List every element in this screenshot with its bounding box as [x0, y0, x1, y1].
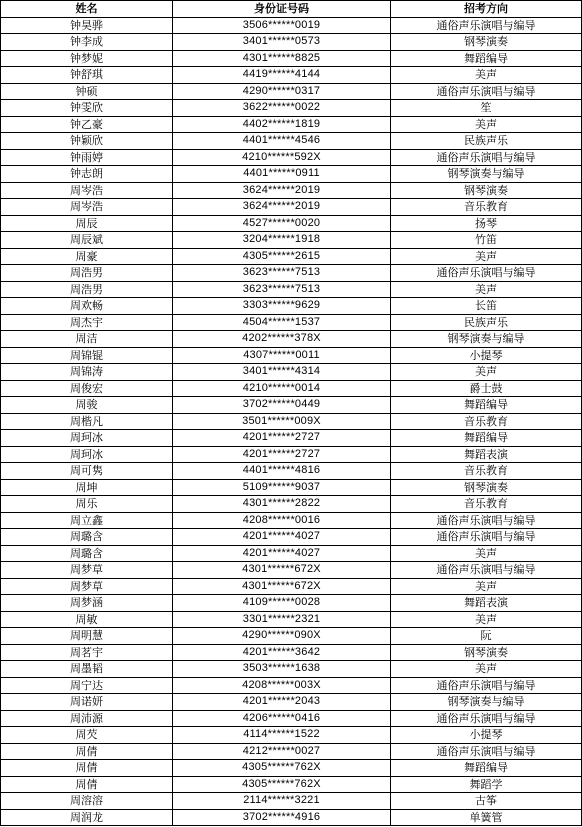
cell-direction: 美声 [391, 116, 582, 133]
cell-name: 钟颖欣 [1, 133, 173, 150]
table-row [1, 611, 582, 628]
cell-name: 周润龙 [1, 809, 173, 826]
cell-id-number: 3204******1918 [173, 232, 391, 249]
cell-id-number: 4301******672X [173, 578, 391, 595]
table-row [1, 215, 582, 232]
cell-name: 周梦草 [1, 562, 173, 579]
cell-name: 周杰宇 [1, 314, 173, 331]
table-row [1, 166, 582, 183]
cell-id-number: 4504******1537 [173, 314, 391, 331]
cell-id-number: 4201******2727 [173, 430, 391, 447]
cell-direction: 通俗声乐演唱与编导 [391, 149, 582, 166]
cell-name: 周敏 [1, 611, 173, 628]
table-row [1, 232, 582, 249]
table-row [1, 743, 582, 760]
table-row [1, 463, 582, 480]
cell-id-number: 4210******0014 [173, 380, 391, 397]
cell-direction: 小提琴 [391, 347, 582, 364]
cell-id-number: 5109******9037 [173, 479, 391, 496]
cell-name: 钟李成 [1, 34, 173, 51]
cell-name: 周洁 [1, 331, 173, 348]
cell-direction: 舞蹈编导 [391, 397, 582, 414]
cell-id-number: 3702******4916 [173, 809, 391, 826]
table-row [1, 331, 582, 348]
table-row [1, 83, 582, 100]
cell-id-number: 4212******0027 [173, 743, 391, 760]
cell-id-number: 3303******9629 [173, 298, 391, 315]
cell-id-number: 4210******592X [173, 149, 391, 166]
cell-name: 周俊宏 [1, 380, 173, 397]
cell-direction: 舞蹈编导 [391, 760, 582, 777]
cell-direction: 通俗声乐演唱与编导 [391, 677, 582, 694]
cell-name: 周沛源 [1, 710, 173, 727]
table-row [1, 710, 582, 727]
cell-name: 钟昊骅 [1, 17, 173, 34]
cell-id-number: 2114******3221 [173, 793, 391, 810]
cell-name: 周豪 [1, 248, 173, 265]
table-row [1, 776, 582, 793]
cell-name: 周溶溶 [1, 793, 173, 810]
cell-id-number: 3624******2019 [173, 182, 391, 199]
cell-direction: 美声 [391, 578, 582, 595]
cell-id-number: 3622******0022 [173, 100, 391, 117]
cell-id-number: 3623******7513 [173, 281, 391, 298]
cell-direction: 钢琴演奏与编导 [391, 331, 582, 348]
header-id-number: 身份证号码 [173, 1, 391, 18]
table-row [1, 644, 582, 661]
cell-name: 周墨韬 [1, 661, 173, 678]
table-row [1, 661, 582, 678]
cell-direction: 美声 [391, 248, 582, 265]
cell-name: 周珂冰 [1, 446, 173, 463]
cell-id-number: 4109******0028 [173, 595, 391, 612]
cell-direction: 通俗声乐演唱与编导 [391, 529, 582, 546]
cell-direction: 美声 [391, 364, 582, 381]
cell-direction: 钢琴演奏 [391, 34, 582, 51]
table-header-row [1, 1, 582, 18]
cell-name: 周芡 [1, 727, 173, 744]
cell-id-number: 4305******2615 [173, 248, 391, 265]
cell-direction: 钢琴演奏与编导 [391, 694, 582, 711]
table-row [1, 496, 582, 513]
cell-direction: 通俗声乐演唱与编导 [391, 265, 582, 282]
cell-name: 周倩 [1, 743, 173, 760]
cell-id-number: 3401******0573 [173, 34, 391, 51]
cell-direction: 美声 [391, 545, 582, 562]
cell-name: 周岑浩 [1, 199, 173, 216]
table-row [1, 248, 582, 265]
table-row [1, 281, 582, 298]
table-row [1, 578, 582, 595]
cell-direction: 古筝 [391, 793, 582, 810]
cell-name: 周宁达 [1, 677, 173, 694]
cell-direction: 钢琴演奏 [391, 182, 582, 199]
table-row [1, 50, 582, 67]
cell-id-number: 3401******4314 [173, 364, 391, 381]
cell-name: 周可隽 [1, 463, 173, 480]
cell-id-number: 3624******2019 [173, 199, 391, 216]
cell-id-number: 4307******0011 [173, 347, 391, 364]
cell-id-number: 4401******4546 [173, 133, 391, 150]
cell-direction: 扬琴 [391, 215, 582, 232]
cell-id-number: 3301******2321 [173, 611, 391, 628]
cell-direction: 美声 [391, 67, 582, 84]
cell-direction: 通俗声乐演唱与编导 [391, 710, 582, 727]
cell-name: 周坤 [1, 479, 173, 496]
cell-name: 周欢畅 [1, 298, 173, 315]
cell-id-number: 4401******4816 [173, 463, 391, 480]
table-row [1, 430, 582, 447]
cell-name: 周楷凡 [1, 413, 173, 430]
cell-id-number: 4305******762X [173, 760, 391, 777]
cell-direction: 钢琴演奏与编导 [391, 166, 582, 183]
cell-direction: 民族声乐 [391, 133, 582, 150]
cell-name: 钟舒琪 [1, 67, 173, 84]
cell-id-number: 4301******8825 [173, 50, 391, 67]
cell-id-number: 4401******0911 [173, 166, 391, 183]
cell-name: 周梦草 [1, 578, 173, 595]
table-row [1, 149, 582, 166]
cell-direction: 民族声乐 [391, 314, 582, 331]
table-row [1, 727, 582, 744]
table-row [1, 314, 582, 331]
cell-direction: 爵士鼓 [391, 380, 582, 397]
cell-direction: 钢琴演奏 [391, 479, 582, 496]
cell-name: 周辰斌 [1, 232, 173, 249]
cell-id-number: 4208******0016 [173, 512, 391, 529]
table-row [1, 17, 582, 34]
table-row [1, 529, 582, 546]
cell-direction: 美声 [391, 281, 582, 298]
table-row [1, 265, 582, 282]
cell-direction: 音乐教育 [391, 463, 582, 480]
cell-name: 周浩男 [1, 281, 173, 298]
cell-name: 周立鑫 [1, 512, 173, 529]
cell-direction: 舞蹈表演 [391, 595, 582, 612]
cell-name: 周骏 [1, 397, 173, 414]
table-row [1, 380, 582, 397]
cell-name: 周锦锟 [1, 347, 173, 364]
cell-id-number: 4402******1819 [173, 116, 391, 133]
table-row [1, 397, 582, 414]
cell-direction: 阮 [391, 628, 582, 645]
cell-name: 周浩男 [1, 265, 173, 282]
cell-direction: 舞蹈学 [391, 776, 582, 793]
cell-id-number: 4201******4027 [173, 545, 391, 562]
cell-name: 周茗宇 [1, 644, 173, 661]
cell-direction: 舞蹈编导 [391, 430, 582, 447]
cell-id-number: 4114******1522 [173, 727, 391, 744]
cell-id-number: 3503******1638 [173, 661, 391, 678]
cell-id-number: 4201******3642 [173, 644, 391, 661]
cell-id-number: 4419******4144 [173, 67, 391, 84]
table-row [1, 628, 582, 645]
cell-name: 周璐含 [1, 545, 173, 562]
cell-direction: 音乐教育 [391, 199, 582, 216]
table-row [1, 545, 582, 562]
table-row [1, 34, 582, 51]
cell-id-number: 4201******2727 [173, 446, 391, 463]
cell-name: 钟雨婷 [1, 149, 173, 166]
cell-direction: 通俗声乐演唱与编导 [391, 512, 582, 529]
cell-id-number: 3623******7513 [173, 265, 391, 282]
cell-id-number: 4527******0020 [173, 215, 391, 232]
cell-direction: 通俗声乐演唱与编导 [391, 83, 582, 100]
cell-name: 周辰 [1, 215, 173, 232]
cell-id-number: 4202******378X [173, 331, 391, 348]
table-row [1, 182, 582, 199]
cell-id-number: 4301******672X [173, 562, 391, 579]
table-row [1, 413, 582, 430]
table-row [1, 347, 582, 364]
cell-direction: 通俗声乐演唱与编导 [391, 743, 582, 760]
table-row [1, 595, 582, 612]
cell-id-number: 3702******0449 [173, 397, 391, 414]
table-row [1, 100, 582, 117]
cell-direction: 通俗声乐演唱与编导 [391, 17, 582, 34]
cell-name: 周锦涛 [1, 364, 173, 381]
header-name: 姓名 [1, 1, 173, 18]
cell-id-number: 4290******090X [173, 628, 391, 645]
cell-direction: 笙 [391, 100, 582, 117]
table-row [1, 809, 582, 826]
table-row [1, 133, 582, 150]
table-row [1, 446, 582, 463]
cell-name: 周倩 [1, 776, 173, 793]
cell-direction: 钢琴演奏 [391, 644, 582, 661]
table-row [1, 116, 582, 133]
table-row [1, 512, 582, 529]
cell-direction: 音乐教育 [391, 496, 582, 513]
cell-name: 周岑浩 [1, 182, 173, 199]
cell-name: 周珂冰 [1, 430, 173, 447]
cell-id-number: 4290******0317 [173, 83, 391, 100]
cell-id-number: 3501******009X [173, 413, 391, 430]
header-direction: 招考方向 [391, 1, 582, 18]
cell-direction: 长笛 [391, 298, 582, 315]
cell-name: 周璐含 [1, 529, 173, 546]
cell-id-number: 3506******0019 [173, 17, 391, 34]
cell-direction: 美声 [391, 661, 582, 678]
table-row [1, 694, 582, 711]
cell-name: 周梦涵 [1, 595, 173, 612]
cell-id-number: 4206******0416 [173, 710, 391, 727]
cell-name: 钟梦妮 [1, 50, 173, 67]
cell-id-number: 4201******4027 [173, 529, 391, 546]
cell-direction: 单簧管 [391, 809, 582, 826]
cell-name: 周乐 [1, 496, 173, 513]
table-row [1, 199, 582, 216]
table-row [1, 677, 582, 694]
table-row [1, 479, 582, 496]
table-row [1, 793, 582, 810]
cell-direction: 舞蹈编导 [391, 50, 582, 67]
cell-direction: 音乐教育 [391, 413, 582, 430]
cell-direction: 小提琴 [391, 727, 582, 744]
cell-direction: 通俗声乐演唱与编导 [391, 562, 582, 579]
cell-direction: 美声 [391, 611, 582, 628]
cell-name: 周诺妍 [1, 694, 173, 711]
cell-name: 周倩 [1, 760, 173, 777]
cell-id-number: 4208******003X [173, 677, 391, 694]
table-row [1, 364, 582, 381]
cell-direction: 竹笛 [391, 232, 582, 249]
cell-name: 钟硕 [1, 83, 173, 100]
table-row [1, 67, 582, 84]
cell-direction: 舞蹈表演 [391, 446, 582, 463]
table-row [1, 760, 582, 777]
cell-name: 钟乙豪 [1, 116, 173, 133]
cell-name: 钟雯欣 [1, 100, 173, 117]
cell-name: 钟志朗 [1, 166, 173, 183]
table-row [1, 298, 582, 315]
cell-id-number: 4301******2822 [173, 496, 391, 513]
cell-id-number: 4201******2043 [173, 694, 391, 711]
cell-name: 周明慧 [1, 628, 173, 645]
cell-id-number: 4305******762X [173, 776, 391, 793]
table-row [1, 562, 582, 579]
